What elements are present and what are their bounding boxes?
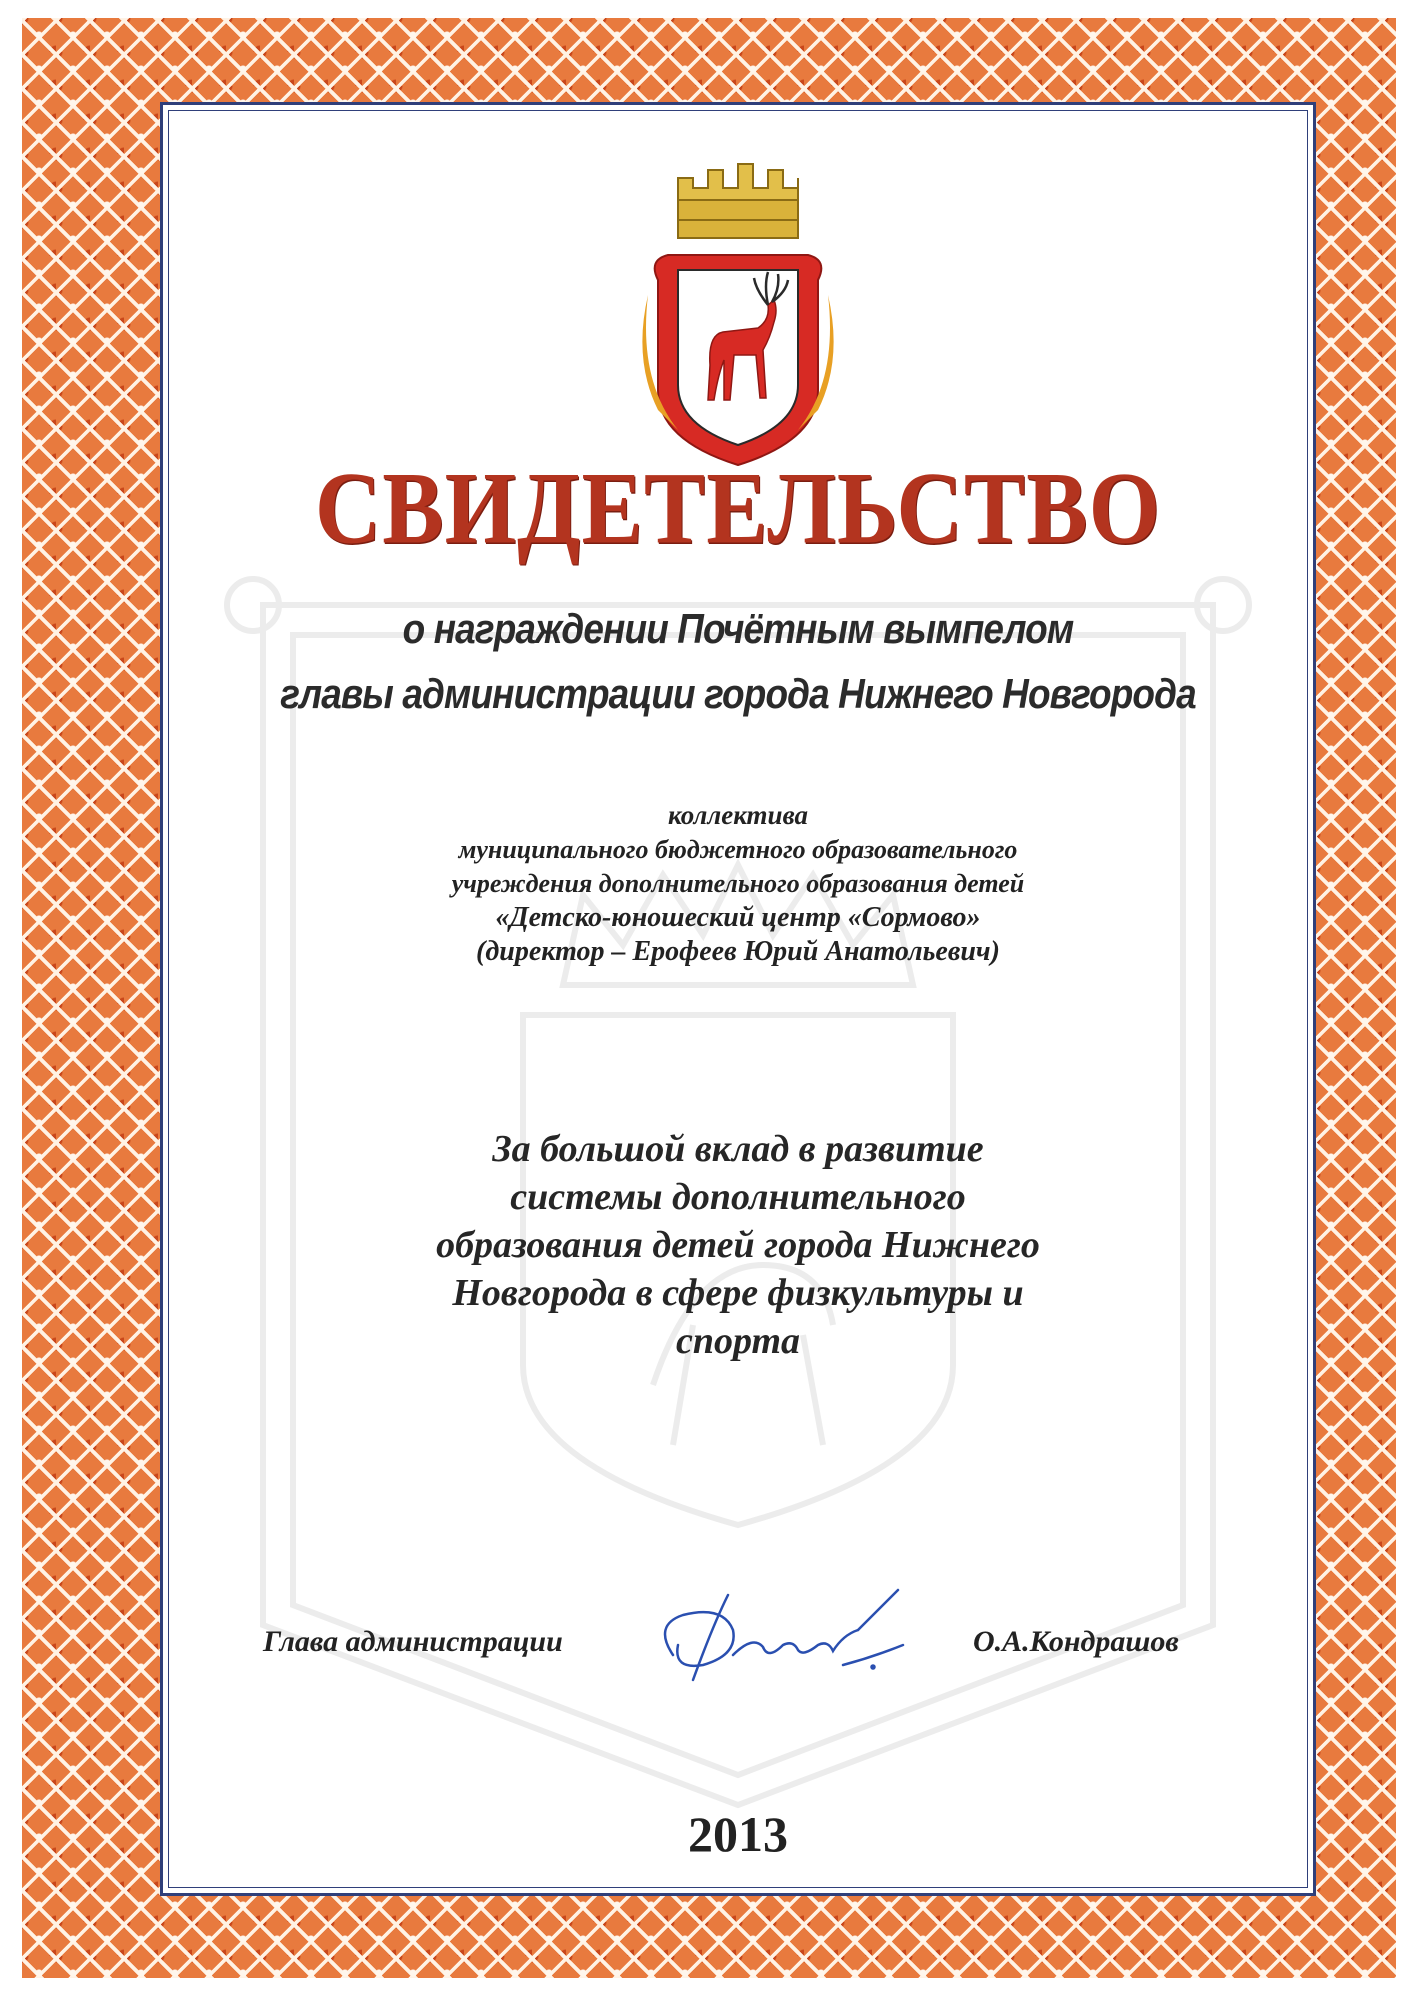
signatory-name: О.А.Кондрашов: [973, 1625, 1179, 1658]
subtitle-line-1: о награждении Почётным вымпелом: [402, 605, 1074, 652]
reason-line: спорта: [675, 1320, 801, 1362]
certificate-year: 2013: [688, 1806, 788, 1862]
recipient-intro: коллектива: [668, 800, 808, 830]
certificate-paper: [160, 102, 1316, 1896]
coat-of-arms-nizhny-novgorod-icon: [638, 160, 838, 470]
handwritten-signature-icon: [643, 1585, 913, 1695]
certificate-title: СВИДЕТЕЛЬСТВО: [314, 450, 1162, 566]
reason-line: системы дополнительного: [510, 1176, 966, 1218]
organization-line: учреждения дополнительного образования детей: [451, 869, 1025, 898]
reason-line: образования детей города Нижнего: [436, 1224, 1040, 1266]
organization-line: (директор – Ерофеев Юрий Анатольевич): [476, 936, 1000, 967]
reason-line: За большой вклад в развитие: [492, 1128, 984, 1170]
reason-line: Новгорода в сфере физкультуры и: [452, 1272, 1024, 1314]
signatory-title: Глава администрации: [263, 1625, 563, 1658]
organization-block: [163, 833, 1313, 969]
organization-line: муниципального бюджетного образовательного: [458, 835, 1018, 864]
subtitle-line-2: главы администрации города Нижнего Новгорода: [280, 670, 1196, 717]
organization-line: «Детско-юношеский центр «Сормово»: [495, 902, 981, 933]
award-reason: [163, 1125, 1313, 1365]
